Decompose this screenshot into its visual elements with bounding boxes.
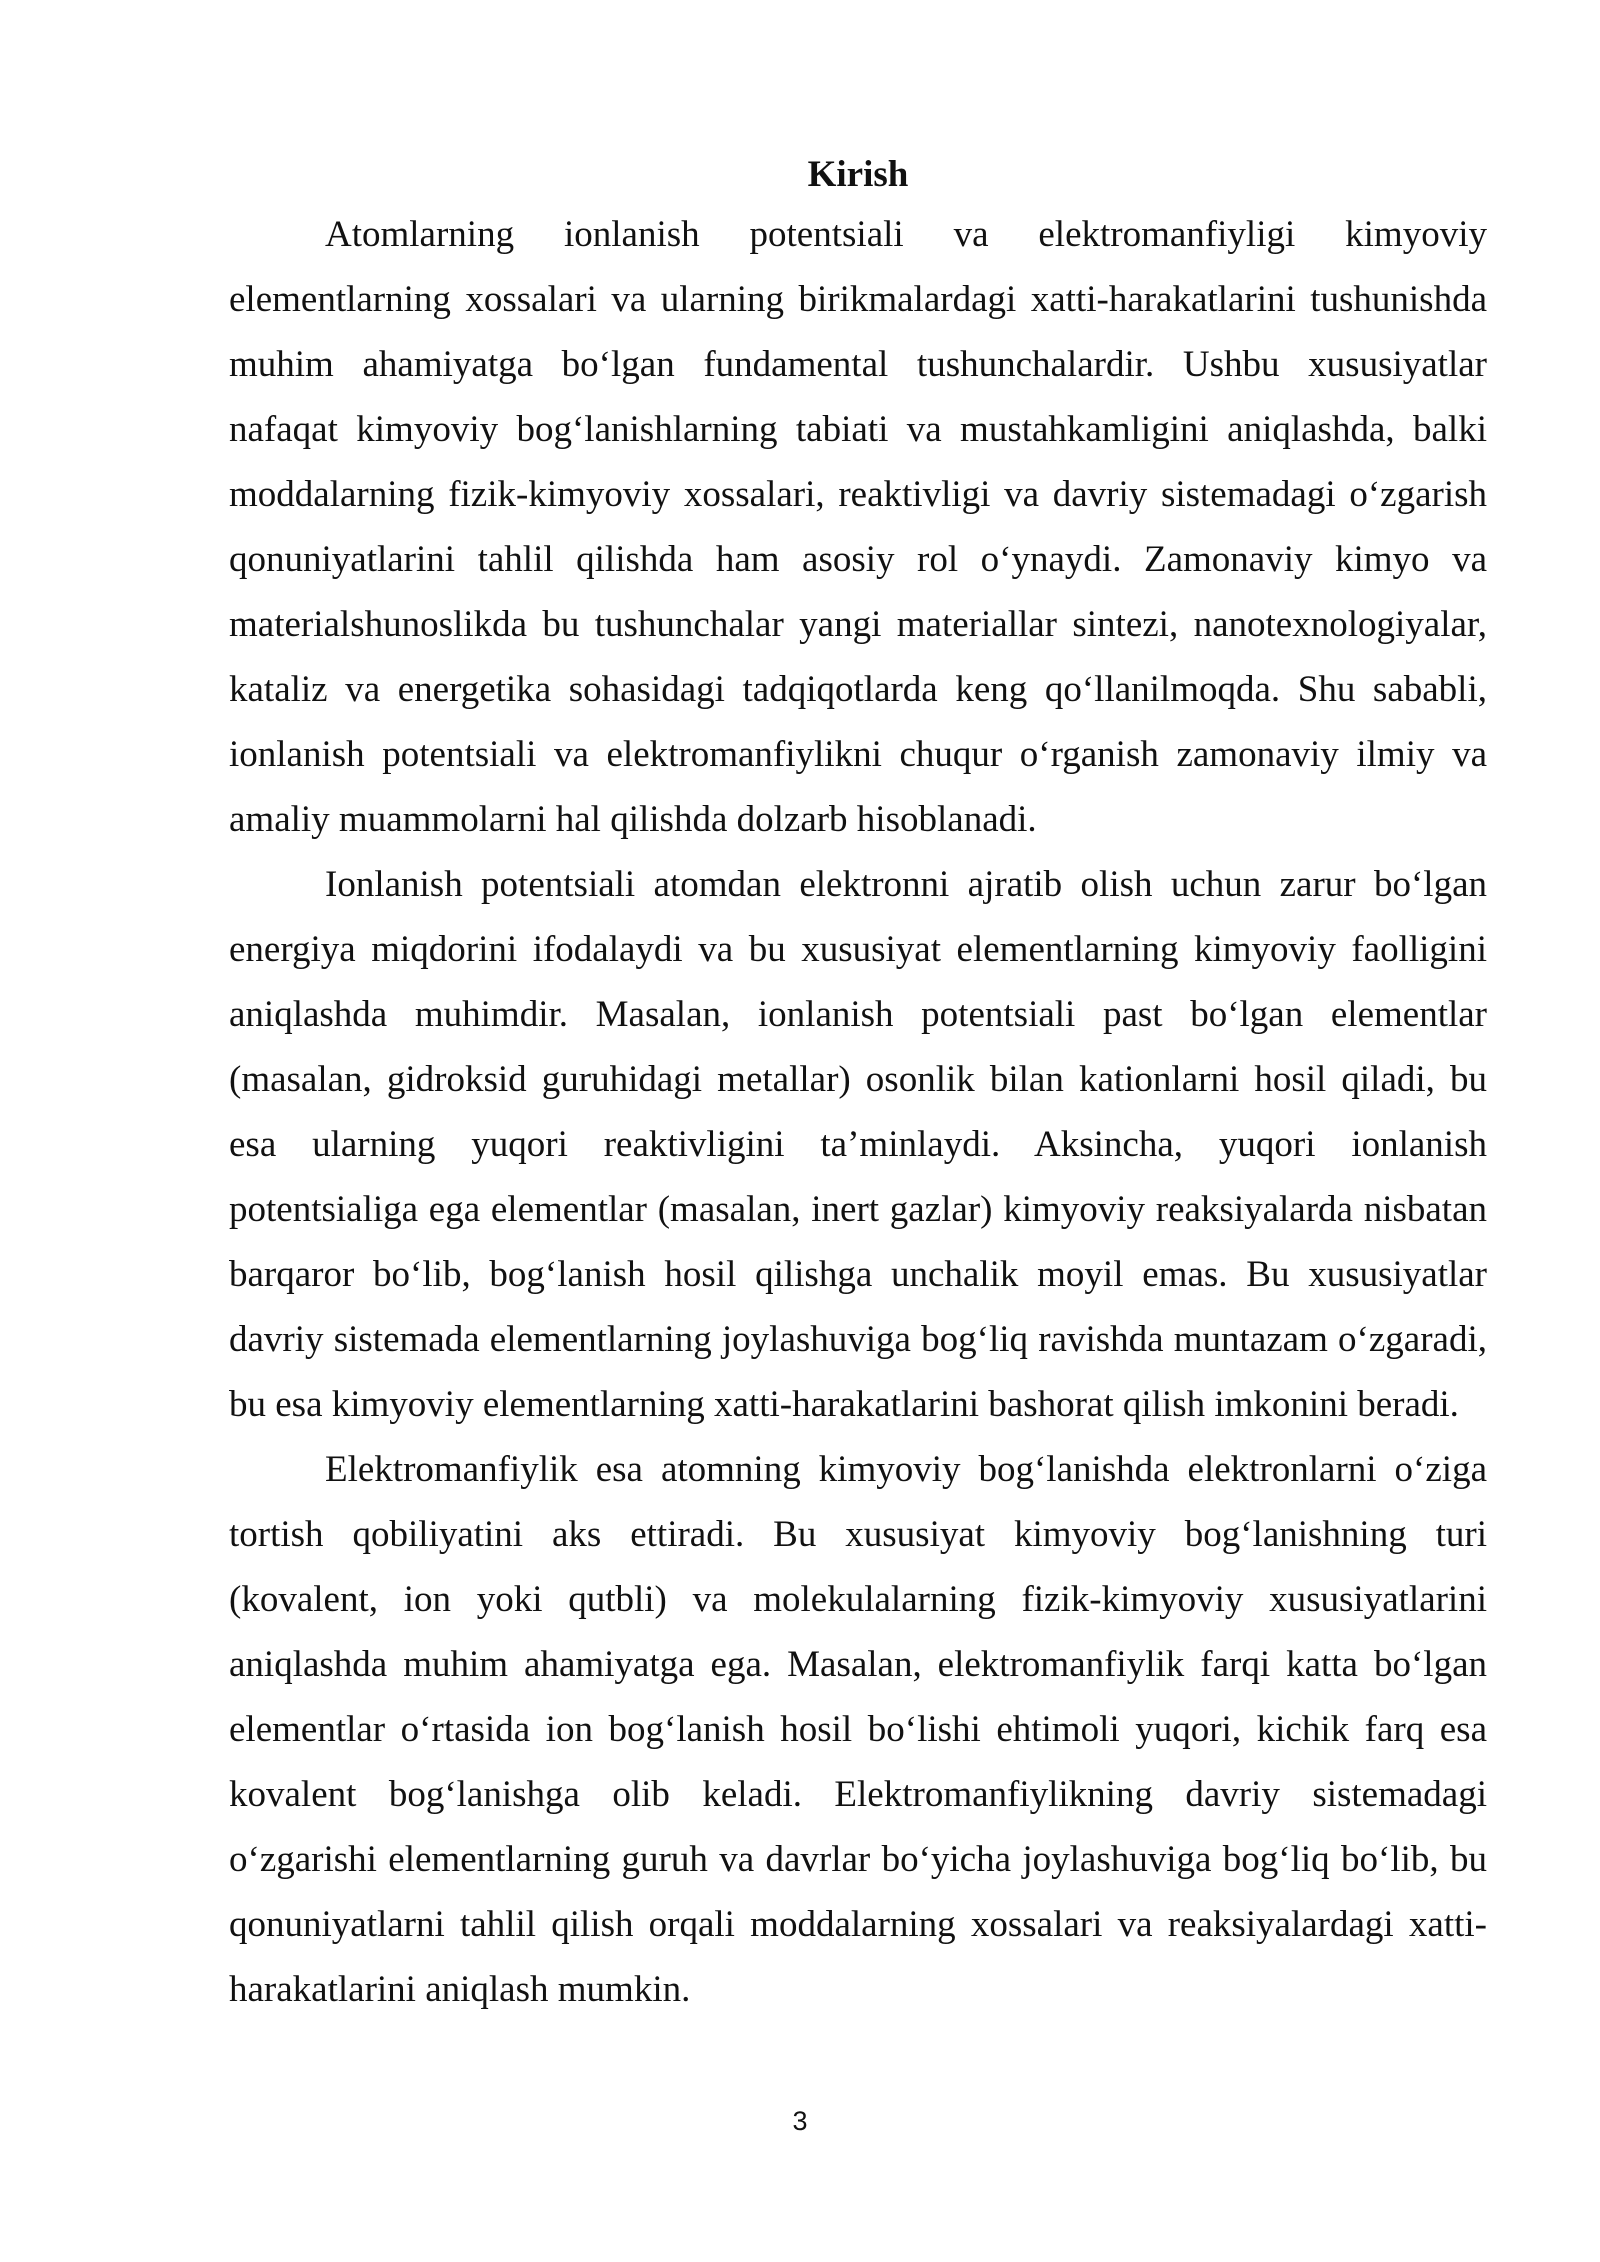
section-title: Kirish [807, 154, 909, 195]
paragraph-ionization: Ionlanish potentsiali atomdan elektronni ajratib olish uchun zarur bo‘lgan energiya miqdorini ifodalaydi va bu xususiyat elementlarning kimyoviy faolligini aniqlashda muhimdir. Masalan, ionlanish potentsiali past bo‘lgan elementlar (masalan, gidroksid guruhidagi metallar) osonlik bilan kationlarni hosil qiladi, bu esa ularning yuqori reaktivligini ta’minlaydi. Aksincha, yuqori ionlanish potentsialiga ega elementlar (masalan, inert gazlar) kimyoviy reaksiyalarda nisbatan barqaror bo‘lib, bog‘lanish hosil qilishga unchalik moyil emas. Bu xususiyatlar davriy sistemada elementlarning joylashuviga bog‘liq ravishda muntazam o‘zgaradi, bu esa kimyoviy elementlarning xatti-harakatlarini bashorat qilish imkonini beradi. [229, 864, 1487, 1425]
page-number: 3 [792, 2106, 808, 2136]
paragraph-intro: Atomlarning ionlanish potentsiali va elektromanfiyligi kimyoviy elementlarning xossalari va ularning birikmalardagi xatti-harakatlarini tushunishda muhim ahamiyatga bo‘lgan fundamental tushunchalardir. Ushbu xususiyatlar nafaqat kimyoviy bog‘lanishlarning tabiati va mustahkamligini aniqlashda, balki moddalarning fizik-kimyoviy xossalari, reaktivligi va davriy sistemadagi o‘zgarish qonuniyatlarini tahlil qilishda ham asosiy rol o‘ynaydi. Zamonaviy kimyo va materialshunoslikda bu tushunchalar yangi materiallar sintezi, nanotexnologiyalar, kataliz va energetika sohasidagi tadqiqotlarda keng qo‘llanilmoqda. Shu sababli, ionlanish potentsiali va elektromanfiylikni chuqur o‘rganish zamonaviy ilmiy va amaliy muammolarni hal qilishda dolzarb hisoblanadi. [229, 214, 1487, 840]
paragraph-electronegativity: Elektromanfiylik esa atomning kimyoviy bog‘lanishda elektronlarni o‘ziga tortish qobiliyatini aks ettiradi. Bu xususiyat kimyoviy bog‘lanishning turi (kovalent, ion yoki qutbli) va molekulalarning fizik-kimyoviy xususiyatlarini aniqlashda muhim ahamiyatga ega. Masalan, elektromanfiylik farqi katta bo‘lgan elementlar o‘rtasida ion bog‘lanish hosil bo‘lishi ehtimoli yuqori, kichik farq esa kovalent bog‘lanishga olib keladi. Elektromanfiylikning davriy sistemadagi o‘zgarishi elementlarning guruh va davrlar bo‘yicha joylashuviga bog‘liq bo‘lib, bu qonuniyatlarni tahlil qilish orqali moddalarning xossalari va reaksiyalardagi xatti-harakatlarini aniqlash mumkin. [229, 1449, 1487, 2010]
page-body [229, 148, 1487, 2022]
